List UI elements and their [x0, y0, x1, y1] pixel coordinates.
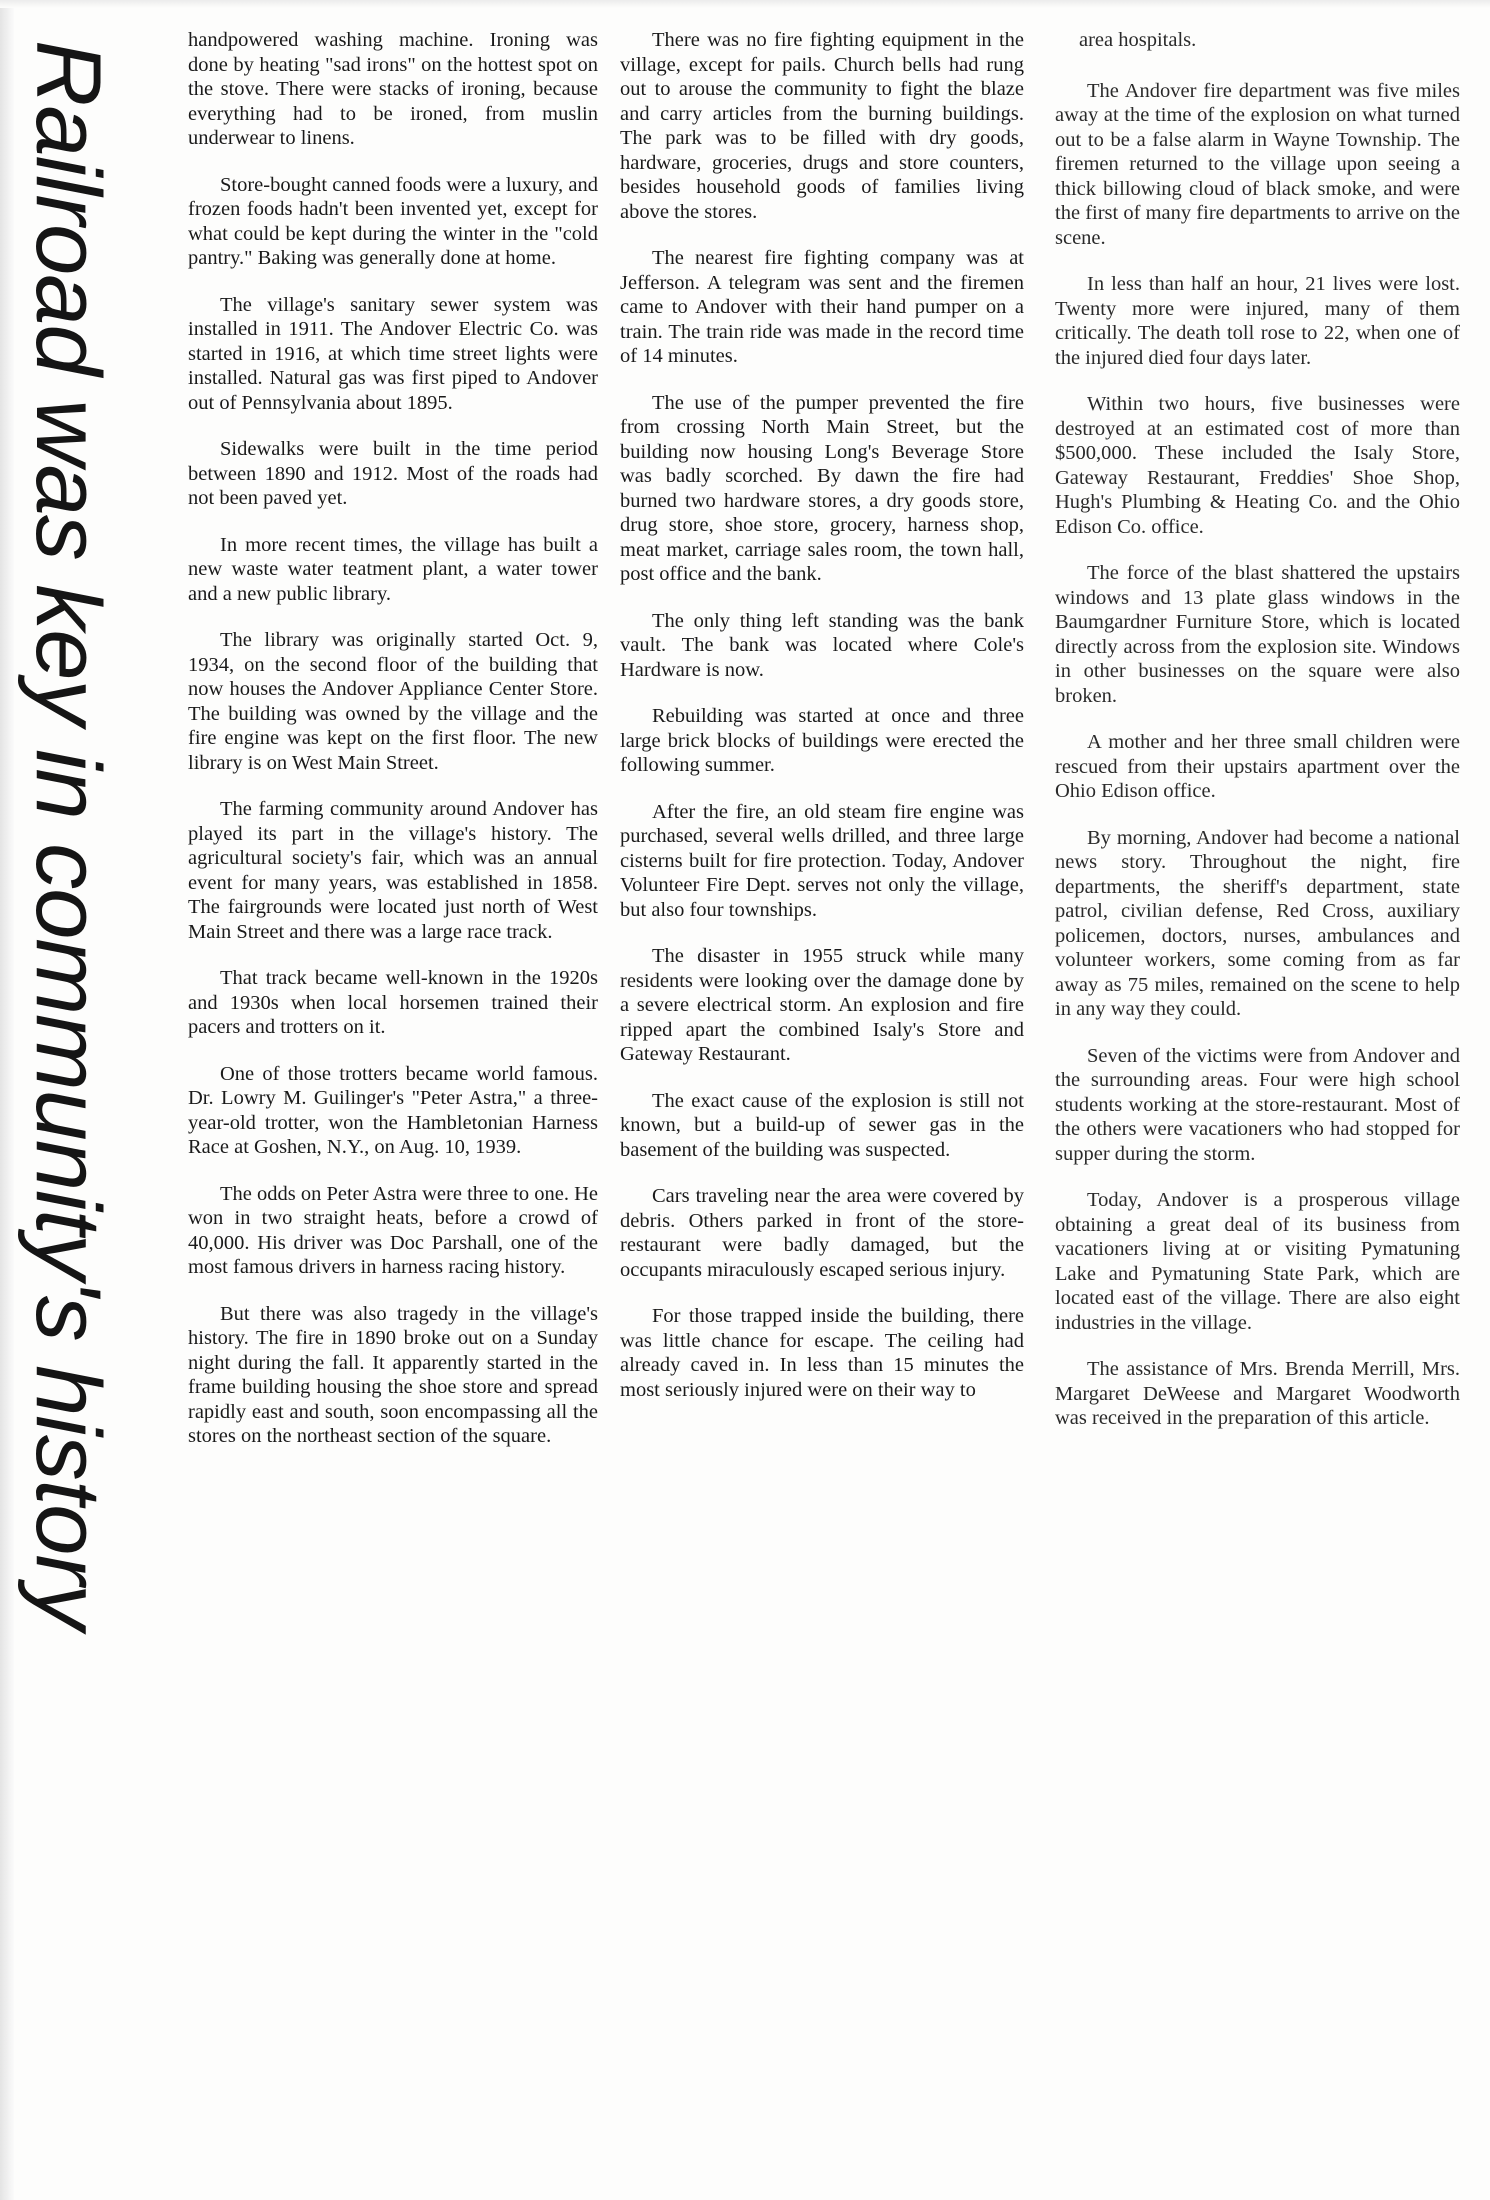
paragraph: Store-bought canned foods were a luxury, and frozen foods hadn't been invented yet, except for what could be kept during the winter in the "cold pantry." Baking was generally done at home. — [188, 173, 598, 269]
headline-container — [8, 40, 128, 2190]
paragraph: A mother and her three small children were rescued from their upstairs apartment over the Ohio Edison office. — [1055, 731, 1460, 802]
paragraph: handpowered washing machine. Ironing was done by heating "sad irons" on the hottest spot on the stove. There were stacks of ironing, because everything had to be ironed, from muslin underwear to linens. — [188, 29, 598, 149]
paragraph: Rebuilding was started at once and three large brick blocks of buildings were erected the following summer. — [620, 705, 1024, 776]
paragraph: But there was also tragedy in the village's history. The fire in 1890 broke out on a Sunday night during the fall. It apparently started in the frame building housing the shoe store and spread rapidly east and south, soon encompassing all the stores on the northeast section of the square. — [188, 1302, 598, 1447]
paragraph: The disaster in 1955 struck while many residents were looking over the damage done by a severe electrical storm. An explosion and fire ripped apart the combined Isaly's Store and Gateway Restaurant. — [620, 945, 1024, 1065]
paragraph: area hospitals. — [1079, 29, 1197, 51]
article-column-3 — [1055, 28, 1460, 1453]
paragraph: The library was originally started Oct. 9, 1934, on the second floor of the building that now houses the Andover Appliance Center Store. The building was owned by the village and the fire engine was kept on the first floor. The new library is on West Main Street. — [188, 629, 598, 774]
paragraph: The nearest fire fighting company was at Jefferson. A telegram was sent and the firemen came to Andover with their hand pumper on a train. The train ride was made in the record time of 14 minutes. — [620, 247, 1024, 367]
paragraph: The exact cause of the explosion is still not known, but a build-up of sewer gas in the basement of the building was suspected. — [620, 1089, 1024, 1161]
paragraph: The village's sanitary sewer system was installed in 1911. The Andover Electric Co. was started in 1916, at which time street lights were installed. Natural gas was first piped to Andover out of Pennsylvania about 1895. — [188, 293, 598, 414]
paragraph: One of those trotters became world famous. Dr. Lowry M. Guilinger's "Peter Astra," a three-year-old trotter, won the Hambletonian Harness Race at Goshen, N.Y., on Aug. 10, 1939. — [188, 1062, 598, 1158]
paragraph: Cars traveling near the area were covered by debris. Others parked in front of the store-restaurant were badly damaged, but the occupants miraculously escaped serious injury. — [620, 1185, 1024, 1281]
paragraph: The only thing left standing was the bank vault. The bank was located where Cole's Hardware is now. — [620, 609, 1024, 681]
paragraph: The assistance of Mrs. Brenda Merrill, Mrs. Margaret DeWeese and Margaret Woodworth was received in the preparation of this article. — [1055, 1358, 1460, 1429]
paragraph: After the fire, an old steam fire engine was purchased, several wells drilled, and three large cisterns built for fire protection. Today, Andover Volunteer Fire Dept. serves not only the village, but also four townships. — [620, 800, 1024, 921]
paragraph: The force of the blast shattered the upstairs windows and 13 plate glass windows in the Baumgardner Furniture Store, which is located directly across from the explosion site. Windows in other businesses on the square were also broken. — [1055, 562, 1460, 707]
scan-shadow-top — [0, 0, 1490, 8]
paragraph: Today, Andover is a prosperous village obtaining a great deal of its business from vacationers living at or visiting Pymatuning Lake and Pymatuning State Park, which are located east of the village. There are also eight industries in the village. — [1055, 1189, 1460, 1334]
article-headline: Railroad was key in community's history — [17, 40, 119, 1630]
paragraph: That track became well-known in the 1920s and 1930s when local horsemen trained their pacers and trotters on it. — [188, 967, 598, 1038]
paragraph: By morning, Andover had become a national news story. Throughout the night, fire departments, the sheriff's department, state patrol, civilian defense, Red Cross, auxiliary policemen, doctors, nurses, ambulances and volunteer workers, some coming from as far away as 75 miles, remained on the scene to help in any way they could. — [1055, 826, 1460, 1020]
paragraph: The use of the pumper prevented the fire from crossing North Main Street, but the building now housing Long's Beverage Store was badly scorched. By dawn the fire had burned two hardware stores, a dry goods store, drug store, shoe store, grocery, harness shop, meat market, carriage sales room, the town hall, post office and the bank. — [620, 391, 1024, 585]
paragraph: Within two hours, five businesses were destroyed at an estimated cost of more than $500,000. These included the Isaly Store, Gateway Restaurant, Freddies' Shoe Shop, Hugh's Plumbing & Heating Co. and the Ohio Edison Co. office. — [1055, 393, 1460, 538]
paragraph: The Andover fire department was five miles away at the time of the explosion on what turned out to be a false alarm in Wayne Township. The firemen returned to the village upon seeing a thick billowing cloud of black smoke, and were the first of many fire departments to arrive on the scene. — [1055, 79, 1460, 249]
paragraph: The farming community around Andover has played its part in the village's history. The agricultural society's fair, which was an annual event for many years, was established in 1858. The fairgrounds were located just north of West Main Street and there was a large race track. — [188, 798, 598, 943]
paragraph: The odds on Peter Astra were three to one. He won in two straight heats, before a crowd of 40,000. His driver was Doc Parshall, one of the most famous drivers in harness racing history. — [188, 1182, 598, 1278]
paragraph: For those trapped inside the building, there was little chance for escape. The ceiling had already caved in. In less than 15 minutes the most seriously injured were on their way to — [620, 1305, 1024, 1401]
paragraph: Sidewalks were built in the time period between 1890 and 1912. Most of the roads had not been paved yet. — [188, 438, 598, 509]
paragraph: In less than half an hour, 21 lives were lost. Twenty more were injured, many of them critically. The death toll rose to 22, when one of the injured died four days later. — [1055, 273, 1460, 369]
paragraph: Seven of the victims were from Andover and the surrounding areas. Four were high school students working at the store-restaurant. Most of the others were vacationers who had stopped for supper during the storm. — [1055, 1044, 1460, 1165]
paragraph: In more recent times, the village has built a new waste water teatment plant, a water tower and a new public library. — [188, 533, 598, 605]
article-column-2 — [620, 28, 1024, 1424]
paragraph: There was no fire fighting equipment in the village, except for pails. Church bells had rung out to arouse the community to fight the blaze and carry articles from the burning buildings. The park was to be filled with dry goods, hardware, groceries, drugs and store counters, besides household goods of families living above the stores. — [620, 29, 1024, 223]
article-column-1 — [188, 28, 598, 1471]
